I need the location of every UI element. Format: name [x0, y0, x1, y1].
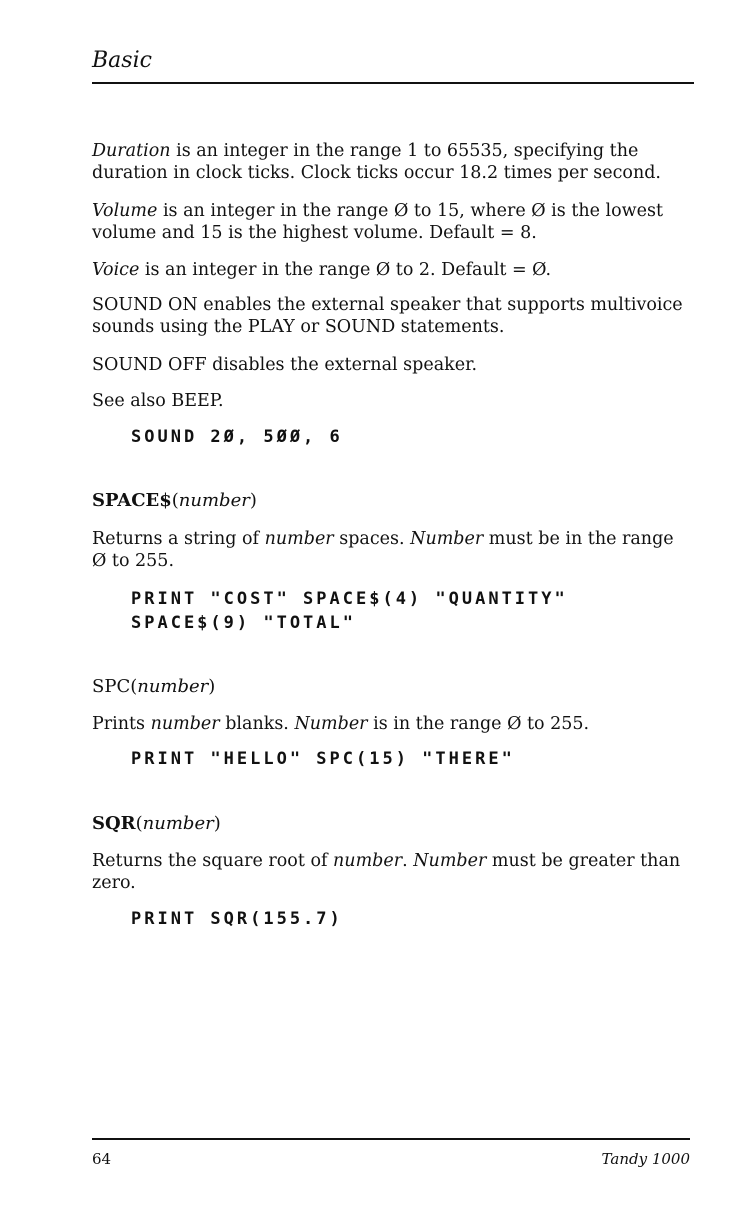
spc-desc-end: is in the range Ø to 255.: [367, 714, 590, 734]
spc-heading: [92, 676, 215, 697]
space-desc-arg2: Number: [410, 529, 484, 549]
spc-code: PRINT "HELLO" SPC(15) "THERE": [131, 749, 515, 769]
duration-term: Duration: [92, 141, 171, 161]
footer-rule: [92, 1138, 690, 1140]
space-desc-start: Returns a string of: [92, 529, 265, 549]
spc-keyword: SPC: [92, 676, 131, 697]
space-arg: number: [178, 490, 250, 511]
spc-desc-arg2: Number: [294, 714, 368, 734]
spc-desc-mid: blanks.: [219, 714, 295, 734]
sqr-keyword: SQR: [92, 813, 136, 834]
duration-text: is an integer in the range 1 to 65535, specifying the duration in clock ticks. Clock ticks occur 18.2 times per second.: [92, 141, 661, 183]
sqr-desc-arg2: Number: [413, 851, 487, 871]
duration-paragraph: [92, 140, 692, 184]
spc-desc-start: Prints: [92, 714, 151, 734]
sqr-arg: number: [142, 813, 214, 834]
space-code-line-1: PRINT "COST" SPACE$(4) "QUANTITY": [131, 589, 568, 609]
header-rule: [92, 82, 694, 84]
spc-close-paren: ): [208, 676, 216, 697]
sound-example-code: SOUND 2Ø, 5ØØ, 6: [131, 427, 343, 447]
volume-paragraph: [92, 200, 692, 244]
space-close-paren: ): [249, 490, 257, 511]
spc-desc-arg: number: [150, 714, 220, 734]
sqr-desc-start: Returns the square root of: [92, 851, 334, 871]
sqr-desc-mid: .: [402, 851, 414, 871]
space-heading: [92, 490, 257, 511]
sqr-open-paren: (: [135, 813, 143, 834]
voice-text: is an integer in the range Ø to 2. Default = Ø.: [139, 260, 552, 280]
space-code-line-2: SPACE$(9) "TOTAL": [131, 613, 356, 633]
sqr-description: [92, 850, 692, 894]
space-desc-end: must be in the range Ø to 255.: [92, 529, 674, 571]
page-number: 64: [92, 1150, 112, 1168]
spc-description: [92, 713, 692, 735]
sound-off-paragraph: SOUND OFF disables the external speaker.: [92, 355, 478, 375]
space-desc-arg: number: [264, 529, 334, 549]
sqr-desc-end: must be greater than zero.: [92, 851, 681, 893]
space-description: [92, 528, 692, 572]
running-head: Basic: [92, 48, 152, 73]
space-desc-mid: spaces.: [333, 529, 411, 549]
spc-open-paren: (: [130, 676, 138, 697]
footer-title: Tandy 1000: [601, 1150, 690, 1168]
sound-on-paragraph: SOUND ON enables the external speaker that supports multivoice sounds using the PLAY or SOUND statements.: [92, 295, 683, 337]
see-also-paragraph: See also BEEP.: [92, 391, 224, 411]
volume-text: is an integer in the range Ø to 15, where Ø is the lowest volume and 15 is the highest volume. Default = 8.: [92, 201, 664, 243]
spc-arg: number: [137, 676, 209, 697]
sqr-close-paren: ): [213, 813, 221, 834]
sqr-code: PRINT SQR(155.7): [131, 909, 343, 929]
sqr-heading: [92, 813, 221, 834]
space-open-paren: (: [171, 490, 179, 511]
volume-term: Volume: [92, 201, 158, 221]
voice-paragraph: [92, 259, 692, 281]
voice-term: Voice: [92, 260, 140, 280]
sqr-desc-arg: number: [333, 851, 403, 871]
space-keyword: SPACE$: [92, 490, 172, 511]
